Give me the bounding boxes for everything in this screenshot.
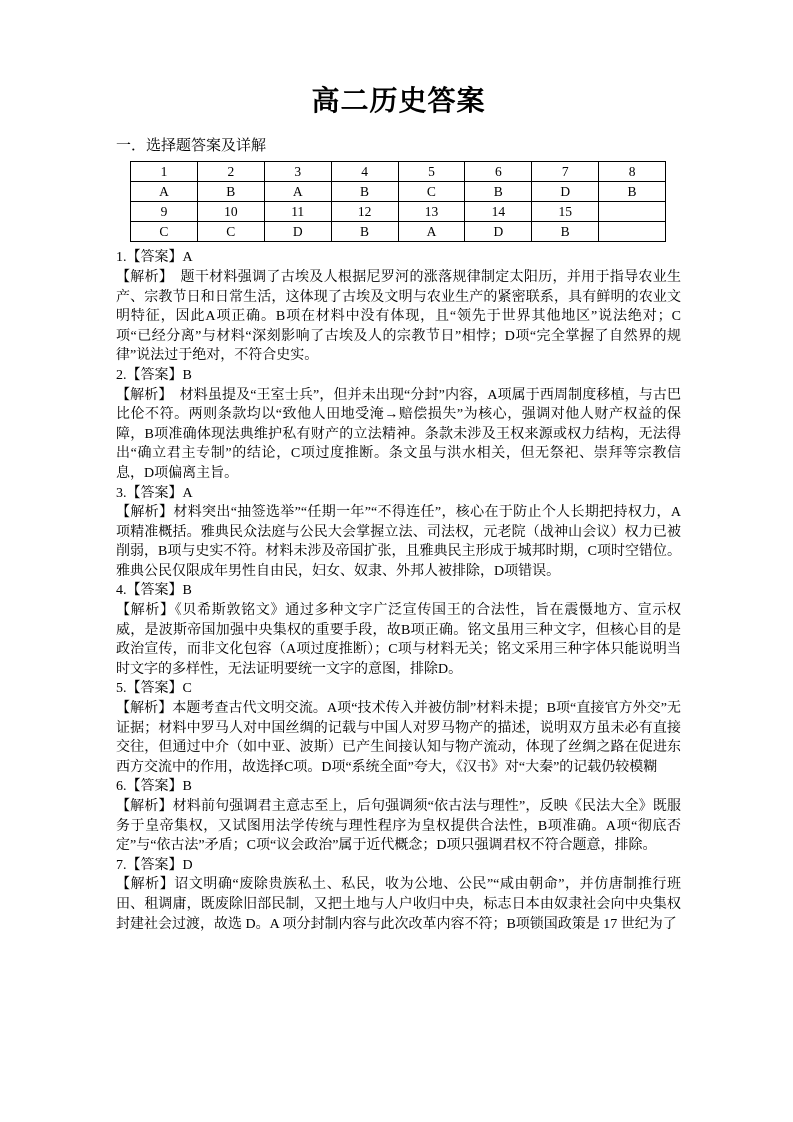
explanation-block [116, 679, 681, 777]
answer-table-cell [599, 202, 666, 222]
answer-table-cell: B [599, 182, 666, 202]
answer-line: 5.【答案】C [116, 681, 192, 697]
answer-table-row [131, 202, 666, 222]
document-title: 高二历史答案 [311, 86, 486, 117]
answer-table-cell: D [532, 182, 599, 202]
answer-table-body [131, 162, 666, 242]
explanation-block [116, 856, 681, 934]
analysis-paragraph: 【解析】 材料虽提及“王室士兵”，但并未出现“分封”内容，A项属于西周制度移植，与古巴比伦不符。两则条款均以“致他人田地受淹→赔偿损失”为核心，强调对他人财产权益的保障，B项准确体现法典维护私有财产的立法精神。条款未涉及王权来源或权力结构，无法得出“确立君主专制”的结论，C项过度推断。条文虽与洪水相关，但无祭祀、崇拜等宗教信息，D项偏离主旨。 [116, 387, 681, 481]
answer-line: 7.【答案】D [116, 857, 193, 873]
answer-line: 1.【答案】A [116, 250, 193, 266]
answer-table-cell: 2 [197, 162, 264, 182]
answer-table-cell: B [331, 182, 398, 202]
answer-table-row [131, 222, 666, 242]
answer-table-cell: 9 [131, 202, 198, 222]
analysis-paragraph: 【解析】材料前句强调君主意志至上，后句强调须“依古法与理性”，反映《民法大全》既服务于皇帝集权，又试图用法学传统与理性程序为皇权提供合法性，B项准确。A项“彻底否定”与“依古法”矛盾；C项“议会政治”属于近代概念；D项只强调君权不符合题意，排除。 [116, 799, 681, 854]
answer-line: 4.【答案】B [116, 583, 192, 599]
answer-table-cell: 15 [532, 202, 599, 222]
answer-table-cell: B [197, 182, 264, 202]
answer-table-cell: B [465, 182, 532, 202]
answer-table-cell: 5 [398, 162, 465, 182]
answer-table-cell: 14 [465, 202, 532, 222]
answer-table-cell: 10 [197, 202, 264, 222]
answer-table-cell: 3 [264, 162, 331, 182]
answer-table-cell: A [131, 182, 198, 202]
answer-table-cell: 1 [131, 162, 198, 182]
answer-table-row [131, 182, 666, 202]
answer-table [130, 161, 666, 242]
answer-table-cell: 13 [398, 202, 465, 222]
answer-table-cell: 12 [331, 202, 398, 222]
answer-table-cell: C [398, 182, 465, 202]
analysis-paragraph: 【解析】 题干材料强调了古埃及人根据尼罗河的涨落规律制定太阳历，并用于指导农业生产、宗教节日和日常生活，这体现了古埃及文明与农业生产的紧密联系，具有鲜明的农业文明特征，因此A项正确。B项在材料中没有体现，且“领先于世界其他地区”说法绝对；C项“已经分离”与材料“深刻影响了古埃及人的宗教节日”相悖；D项“完全掌握了自然界的规律”说法过于绝对，不符合史实。 [116, 269, 681, 364]
section-header: 一．选择题答案及详解 [116, 138, 267, 155]
answer-table-cell: A [398, 222, 465, 242]
answer-table-cell: 7 [532, 162, 599, 182]
answer-line: 6.【答案】B [116, 779, 192, 795]
answer-table-cell: B [532, 222, 599, 242]
analysis-paragraph: 【解析】材料突出“抽签选举”“任期一年”“不得连任”，核心在于防止个人长期把持权力，A项精准概括。雅典民众法庭与公民大会掌握立法、司法权，元老院（战神山会议）权力已被削弱，B项与史实不符。材料未涉及帝国扩张，且雅典民主形成于城邦时期，C项时空错位。雅典公民仅限成年男性自由民，妇女、奴隶、外邦人被排除，D项错误。 [116, 505, 681, 579]
answer-table-cell: C [197, 222, 264, 242]
explanations [116, 248, 681, 934]
answer-table-cell: C [131, 222, 198, 242]
answer-table-cell [599, 222, 666, 242]
answer-table-cell: B [331, 222, 398, 242]
answer-line: 3.【答案】A [116, 485, 193, 501]
analysis-paragraph: 【解析】《贝希斯敦铭文》通过多种文字广泛宣传国王的合法性，旨在震慑地方、宣示权威，是波斯帝国加强中央集权的重要手段，故B项正确。铭文虽用三种文字，但核心目的是政治宣传，而非文化包容（A项过度推断）；C项与材料无关；铭文采用三种字体只能说明当时文字的多样性，无法证明要统一文字的意图，排除D。 [116, 603, 681, 677]
answer-table-cell: D [465, 222, 532, 242]
explanation-block [116, 484, 681, 582]
explanation-block [116, 248, 681, 366]
analysis-paragraph: 【解析】诏文明确“废除贵族私土、私民，收为公地、公民”“咸由朝命”，并仿唐制推行班田、租调庸，既废除旧部民制，又把土地与人户收归中央，标志日本由奴隶社会向中央集权封建社会过渡，故选 D。A 项分封制内容与此次改革内容不符；B项锁国政策是 17 世纪为了 [116, 877, 681, 932]
answer-table-cell: A [264, 182, 331, 202]
answer-table-cell: 4 [331, 162, 398, 182]
explanation-block [116, 581, 681, 679]
answer-line: 2.【答案】B [116, 367, 192, 383]
explanation-block [116, 777, 681, 855]
analysis-paragraph: 【解析】本题考查古代文明交流。A项“技术传入并被仿制”材料未提；B项“直接官方外交”无证据；材料中罗马人对中国丝绸的记载与中国人对罗马物产的描述，说明双方虽未必有直接交往，但通过中介（如中亚、波斯）已产生间接认知与物产流动，体现了丝绸之路在促进东西方交流中的作用，故选择C项。D项“系统全面”夸大，《汉书》对“大秦”的记载仍较模糊 [116, 701, 681, 775]
explanation-block [116, 366, 681, 484]
answer-table-row [131, 162, 666, 182]
answer-table-cell: 6 [465, 162, 532, 182]
answer-table-cell: 11 [264, 202, 331, 222]
answer-table-cell: 8 [599, 162, 666, 182]
answer-table-cell: D [264, 222, 331, 242]
